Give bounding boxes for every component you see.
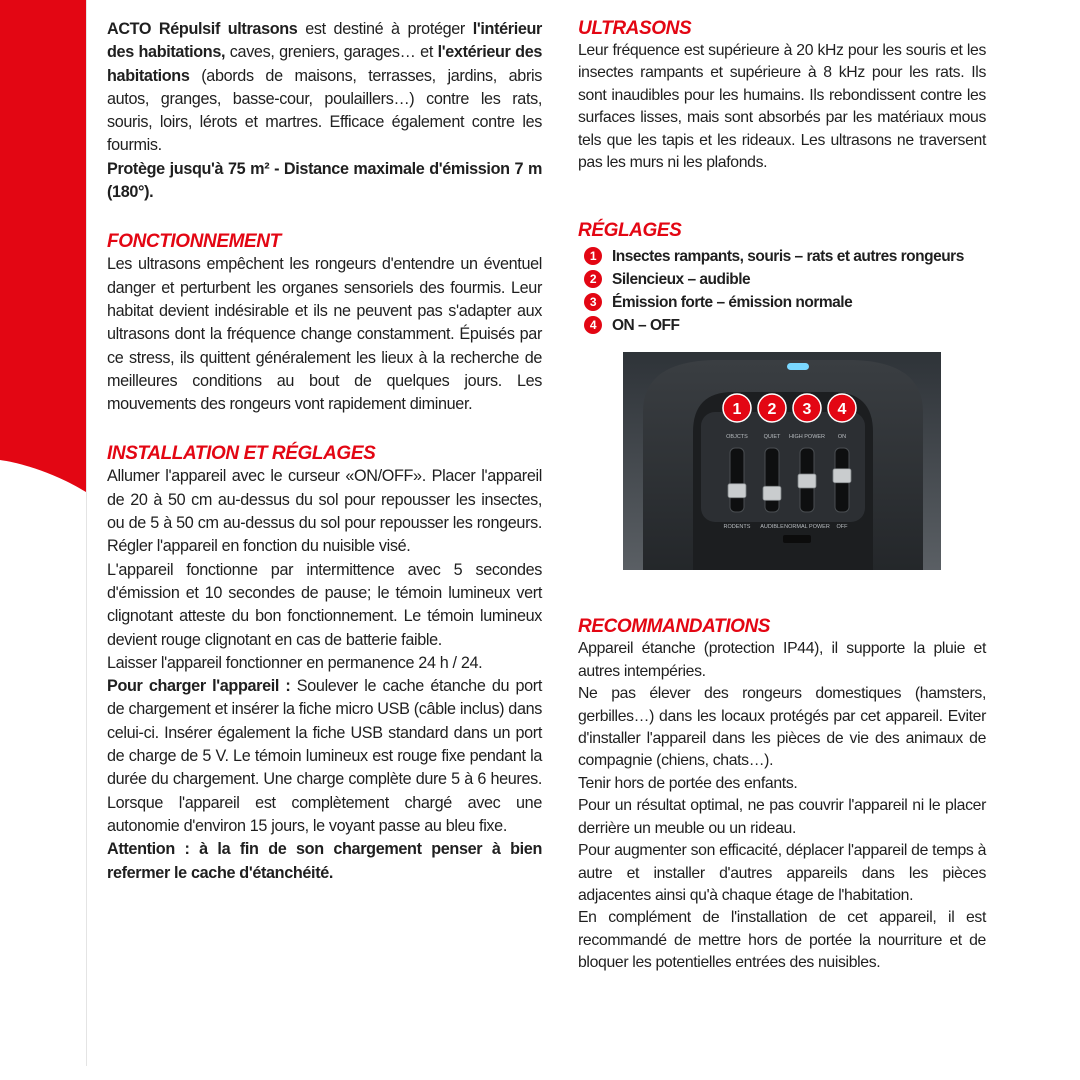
switch-bottom-label: RODENTS — [723, 524, 751, 531]
switch-bottom-label: OFF — [836, 524, 848, 531]
installation-p3: Laisser l'appareil fonctionner en permanence 24 h / 24. — [107, 653, 483, 672]
settings-item — [578, 269, 986, 290]
attention-note: Attention : à la fin de son chargement penser à bien refermer le cache d'étanchéité. — [107, 840, 542, 882]
intro-text-2: caves, greniers, garages… et — [225, 43, 438, 62]
settings-item-label: ON – OFF — [612, 317, 680, 335]
installation-p2: L'appareil fonctionne par intermittence avec 5 secondes d'émission et 10 secondes de pause; le témoin lumineux vert clignotant atteste du bon fonctionnement. Le témoin lumineux devient rouge clignotant en cas de batterie faible. — [107, 560, 542, 649]
switch-number-label: 1 — [732, 401, 742, 419]
settings-item-label: Émission forte – émission normale — [612, 294, 853, 312]
status-led — [787, 363, 809, 370]
recommandation-p6: En complément de l'installation de cet appareil, il est recommandé de mettre hors de portée la nourriture et de bloquer les potentielles entrées des nuisibles. — [578, 909, 986, 972]
coverage-note: Protège jusqu'à 75 m² - Distance maximale d'émission 7 m (180°). — [107, 159, 542, 202]
section-title-reglages: RÉGLAGES — [578, 220, 682, 242]
charging-text: Soulever le cache étanche du port de chargement et insérer la fiche micro USB (câble inclus) dans celui-ci. Insérer également la fiche USB standard dans un port de charge de 5 V. Le témoin lumineux est rouge fixe pendant la durée du chargement. Une charge complète dure 5 à 6 heures. Lorsque l'appareil est complètement chargé avec une autonomie d'environ 15 jours, le voyant passe au bleu fixe. — [107, 677, 543, 835]
section-title-recommandations: RECOMMANDATIONS — [578, 616, 771, 638]
product-name: ACTO Répulsif ultrasons — [107, 20, 298, 38]
switch-knob[interactable] — [728, 484, 746, 498]
right-column — [578, 18, 986, 975]
settings-item — [578, 292, 986, 313]
intro-paragraph — [107, 18, 542, 158]
switch-knob[interactable] — [798, 474, 816, 488]
settings-item — [578, 246, 986, 267]
device-switch-panel-illustration — [623, 352, 941, 570]
left-column — [107, 18, 542, 885]
settings-item-label: Insectes rampants, souris – rats et autres rongeurs — [612, 248, 964, 266]
charging-paragraph — [107, 675, 542, 838]
switch-knob[interactable] — [833, 469, 851, 483]
switch-top-label: OBJCTS — [726, 434, 748, 441]
device-photo — [623, 352, 941, 570]
page-edge-line — [86, 0, 87, 1066]
section-title-fonctionnement: FONCTIONNEMENT — [107, 231, 281, 253]
settings-list — [578, 246, 986, 336]
switch-slot — [730, 448, 744, 512]
switch-bottom-label: NORMAL POWER — [784, 524, 830, 531]
settings-number-badge: 1 — [584, 247, 602, 265]
switch-top-label: QUIET — [763, 434, 781, 441]
settings-number-badge: 2 — [584, 270, 602, 288]
section-title-ultrasons: ULTRASONS — [578, 18, 692, 39]
intro-text-1: est destiné à protéger — [297, 20, 473, 38]
recommandation-p2: Ne pas élever des rongeurs domestiques (hamsters, gerbilles…) dans les locaux protégés par cet appareil. Eviter d'installer l'appareil dans les pièces de vie des animaux de compagnie (chiens, chats…). — [578, 685, 986, 770]
switch-number-label: 4 — [837, 401, 847, 419]
switch-bottom-label: AUDIBLE — [760, 524, 784, 531]
interior-emphasis: l'intérieur des habitations, — [107, 20, 542, 62]
recommandation-p4: Pour un résultat optimal, ne pas couvrir l'appareil ni le placer derrière un meuble ou un rideau. — [578, 797, 986, 837]
switch-number-label: 3 — [802, 401, 812, 419]
recommandation-p5: Pour augmenter son efficacité, déplacer l'appareil de temps à autre et installer d'autres appareils dans les pièces adjacentes ainsi qu'à chaque étage de l'habitation. — [578, 842, 986, 904]
settings-item-label: Silencieux – audible — [612, 271, 751, 289]
recommandation-p3: Tenir hors de portée des enfants. — [578, 774, 798, 792]
recommandation-p1: Appareil étanche (protection IP44), il supporte la pluie et autres intempéries. — [578, 640, 986, 680]
switch-top-label: ON — [837, 434, 847, 441]
settings-number-badge: 4 — [584, 316, 602, 334]
fonctionnement-text: Les ultrasons empêchent les rongeurs d'entendre un éventuel danger et perturbent les organes sensoriels des fourmis. Leur habitat devient indésirable et ils ne peuvent pas s'adapter aux ultrasons dont la fréquence change constamment. Épuisés par ce stress, ils quittent généralement les lieux à la recherche de meilleures conditions au bout de quelques jours. Les mouvements des rongeurs vont rapidement diminuer. — [107, 255, 542, 414]
switch-top-label: HIGH POWER — [788, 434, 826, 441]
ultrasons-text: Leur fréquence est supérieure à 20 kHz pour les souris et les insectes rampants et supérieure à 8 kHz pour les rats. Ils sont inaudibles pour les humains. Ils rebondissent contre les surfaces lisses, mais sont absorbés par les matériaux mous tels que les tapis et les rideaux. Les ultrasons ne traversent pas les murs ni les plafonds. — [578, 42, 986, 172]
settings-item — [578, 315, 986, 336]
charging-label: Pour charger l'appareil : — [107, 677, 291, 696]
intro-text-3: (abords de maisons, terrasses, jardins, abris autos, granges, basse-cour, poulaillers…) contre les rats, souris, loirs, lérots et martres. Efficace également contre les fourmis. — [107, 66, 542, 155]
exterior-emphasis: l'extérieur des habitations — [107, 43, 543, 85]
switch-knob[interactable] — [763, 487, 781, 501]
switch-slot — [765, 448, 779, 512]
section-title-installation: INSTALLATION ET RÉGLAGES — [107, 443, 376, 465]
installation-p1: Allumer l'appareil avec le curseur «ON/OFF». Placer l'appareil de 20 à 50 cm au-dessus du sol pour repousser les insectes, ou de 5 à 50 cm au-dessus du sol pour repousser les rongeurs. Régler l'appareil en fonction du nuisible visé. — [107, 467, 542, 556]
switch-number-label: 2 — [767, 401, 777, 419]
settings-number-badge: 3 — [584, 293, 602, 311]
red-corner-decoration — [0, 0, 90, 500]
